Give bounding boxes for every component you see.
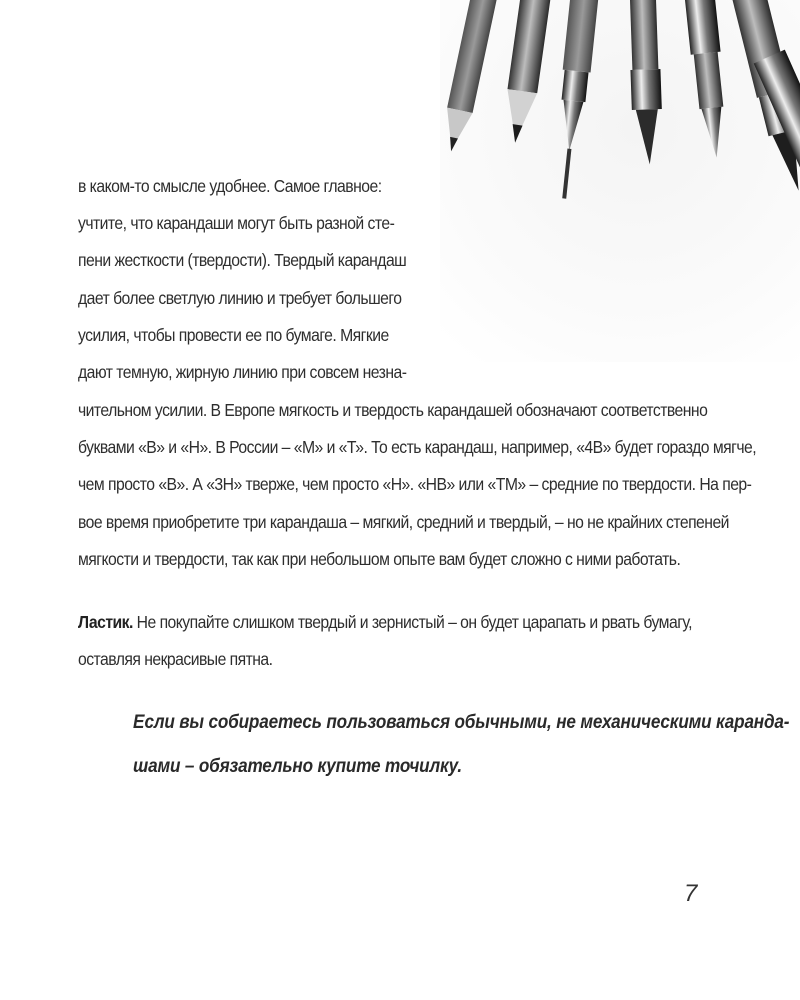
page-number: 7: [684, 880, 698, 907]
tip-line: шами – обязательно купите точилку.: [133, 755, 462, 777]
body-line: вое время приобретите три карандаша – мягкий, средний и твердый, – но не крайних степеней: [78, 512, 729, 532]
eraser-text: Не покупайте слишком твердый и зернистый – он будет царапать и рвать бумагу,: [132, 612, 692, 632]
body-line: дает более светлую линию и требует большего: [78, 288, 402, 308]
body-line: учтите, что карандаши могут быть разной сте-: [78, 213, 395, 233]
body-line: чительном усилии. В Европе мягкость и твердость карандашей обозначают соответственно: [78, 400, 708, 420]
pencils-photo: [440, 0, 800, 362]
body-line: дают темную, жирную линию при совсем незна-: [78, 362, 407, 382]
eraser-paragraph-line: оставляя некрасивые пятна.: [78, 649, 273, 669]
body-line: усилия, чтобы провести ее по бумаге. Мягкие: [78, 325, 389, 345]
body-line: пени жесткости (твердости). Твердый карандаш: [78, 250, 407, 270]
eraser-lead: Ластик.: [78, 612, 133, 632]
tip-line: Если вы собираетесь пользоваться обычными, не механическими каранда-: [133, 711, 790, 733]
body-line: мягкости и твердости, так как при небольшом опыте вам будет сложно с ними работать.: [78, 549, 681, 569]
eraser-paragraph-line: [78, 612, 692, 633]
body-line: буквами «В» и «Н». В России – «М» и «Т». То есть карандаш, например, «4В» будет гораздо мягче,: [78, 437, 757, 457]
body-line: в каком-то смысле удобнее. Самое главное:: [78, 176, 382, 196]
body-line: чем просто «В». А «3Н» тверже, чем просто «Н». «НВ» или «ТМ» – средние по твердости. На пер-: [78, 474, 752, 494]
